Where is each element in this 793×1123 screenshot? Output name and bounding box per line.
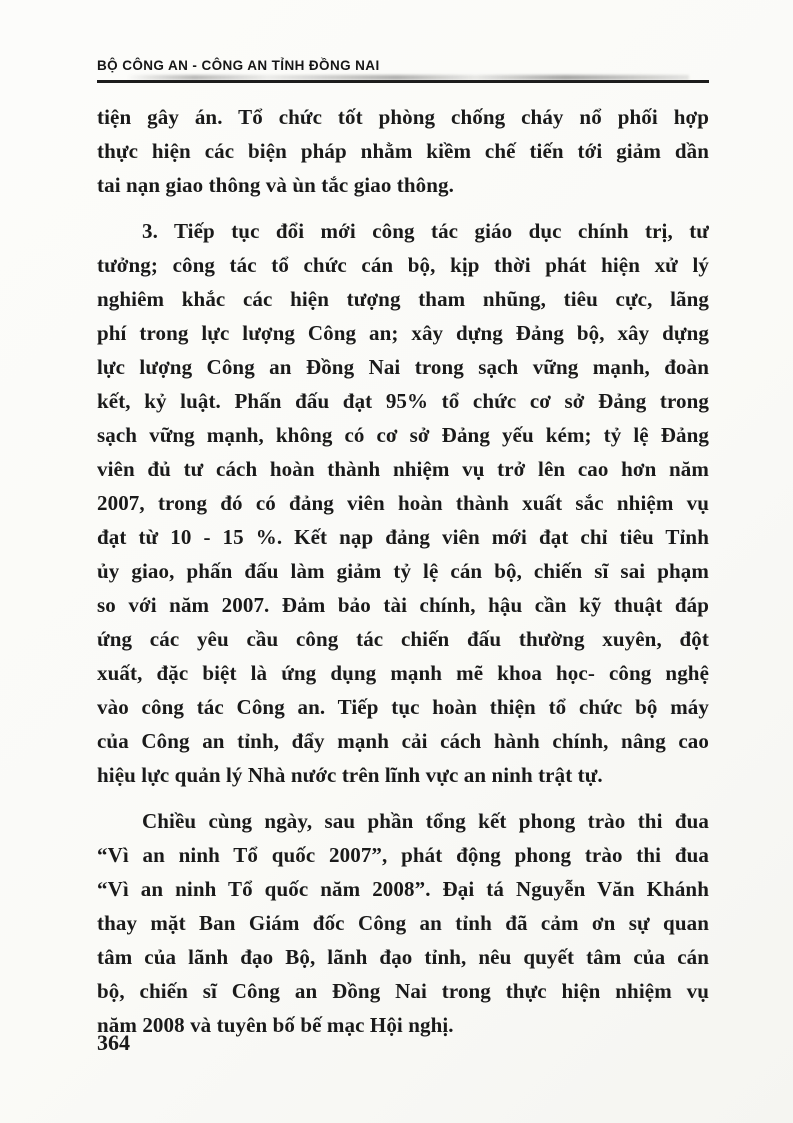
text-line: năm 2008 và tuyên bố bế mạc Hội nghị. [97, 1013, 454, 1037]
text-line: vào công tác Công an. Tiếp tục hoàn thiện tổ chức bộ máy [97, 695, 709, 719]
text-line: bộ, chiến sĩ Công an Đồng Nai trong thực hiện nhiệm vụ [97, 979, 709, 1003]
text-line: so với năm 2007. Đảm bảo tài chính, hậu cần kỹ thuật đáp [97, 593, 709, 617]
text-line: 2007, trong đó có đảng viên hoàn thành xuất sắc nhiệm vụ [97, 491, 709, 515]
text-line: viên đủ tư cách hoàn thành nhiệm vụ trở lên cao hơn năm [97, 457, 709, 481]
text-line: “Vì an ninh Tổ quốc năm 2008”. Đại tá Nguyễn Văn Khánh [97, 877, 709, 901]
paragraph [97, 804, 709, 1042]
page-header [97, 58, 709, 83]
body-text [97, 100, 709, 1042]
paragraph [97, 214, 709, 792]
text-line: xuất, đặc biệt là ứng dụng mạnh mẽ khoa học- công nghệ [97, 661, 709, 685]
text-line: tai nạn giao thông và ùn tắc giao thông. [97, 173, 454, 197]
header-rule [97, 80, 709, 83]
paragraph [97, 100, 709, 202]
page-number: 364 [97, 1030, 130, 1055]
text-line: 3. Tiếp tục đổi mới công tác giáo dục chính trị, tư [142, 219, 709, 243]
text-line: đạt từ 10 - 15 %. Kết nạp đảng viên mới đạt chỉ tiêu Tỉnh [97, 525, 709, 549]
text-line: nghiêm khắc các hiện tượng tham nhũng, tiêu cực, lãng [97, 287, 709, 311]
text-line: ứng các yêu cầu công tác chiến đấu thường xuyên, đột [97, 627, 709, 651]
text-line: Chiều cùng ngày, sau phần tổng kết phong trào thi đua [142, 809, 709, 833]
text-line: kết, kỷ luật. Phấn đấu đạt 95% tổ chức cơ sở Đảng trong [97, 389, 709, 413]
text-line: của Công an tỉnh, đẩy mạnh cải cách hành chính, nâng cao [97, 729, 709, 753]
text-line: hiệu lực quản lý Nhà nước trên lĩnh vực an ninh trật tự. [97, 763, 603, 787]
text-block [97, 58, 709, 1054]
running-head: BỘ CÔNG AN - CÔNG AN TỈNH ĐỒNG NAI [97, 58, 380, 73]
scan-smudge [127, 75, 689, 80]
text-line: tưởng; công tác tổ chức cán bộ, kịp thời phát hiện xử lý [97, 253, 709, 277]
text-line: ủy giao, phấn đấu làm giảm tỷ lệ cán bộ, chiến sĩ sai phạm [97, 559, 709, 583]
text-line: phí trong lực lượng Công an; xây dựng Đảng bộ, xây dựng [97, 321, 709, 345]
header-rule-wrap [97, 80, 709, 83]
text-line: thay mặt Ban Giám đốc Công an tỉnh đã cảm ơn sự quan [97, 911, 709, 935]
text-line: thực hiện các biện pháp nhằm kiềm chế tiến tới giảm dần [97, 139, 709, 163]
text-line: “Vì an ninh Tổ quốc 2007”, phát động phong trào thi đua [97, 843, 709, 867]
text-line: lực lượng Công an Đồng Nai trong sạch vững mạnh, đoàn [97, 355, 709, 379]
text-line: sạch vững mạnh, không có cơ sở Đảng yếu kém; tỷ lệ Đảng [97, 423, 709, 447]
text-line: tiện gây án. Tổ chức tốt phòng chống cháy nổ phối hợp [97, 105, 709, 129]
text-line: tâm của lãnh đạo Bộ, lãnh đạo tỉnh, nêu quyết tâm của cán [97, 945, 709, 969]
